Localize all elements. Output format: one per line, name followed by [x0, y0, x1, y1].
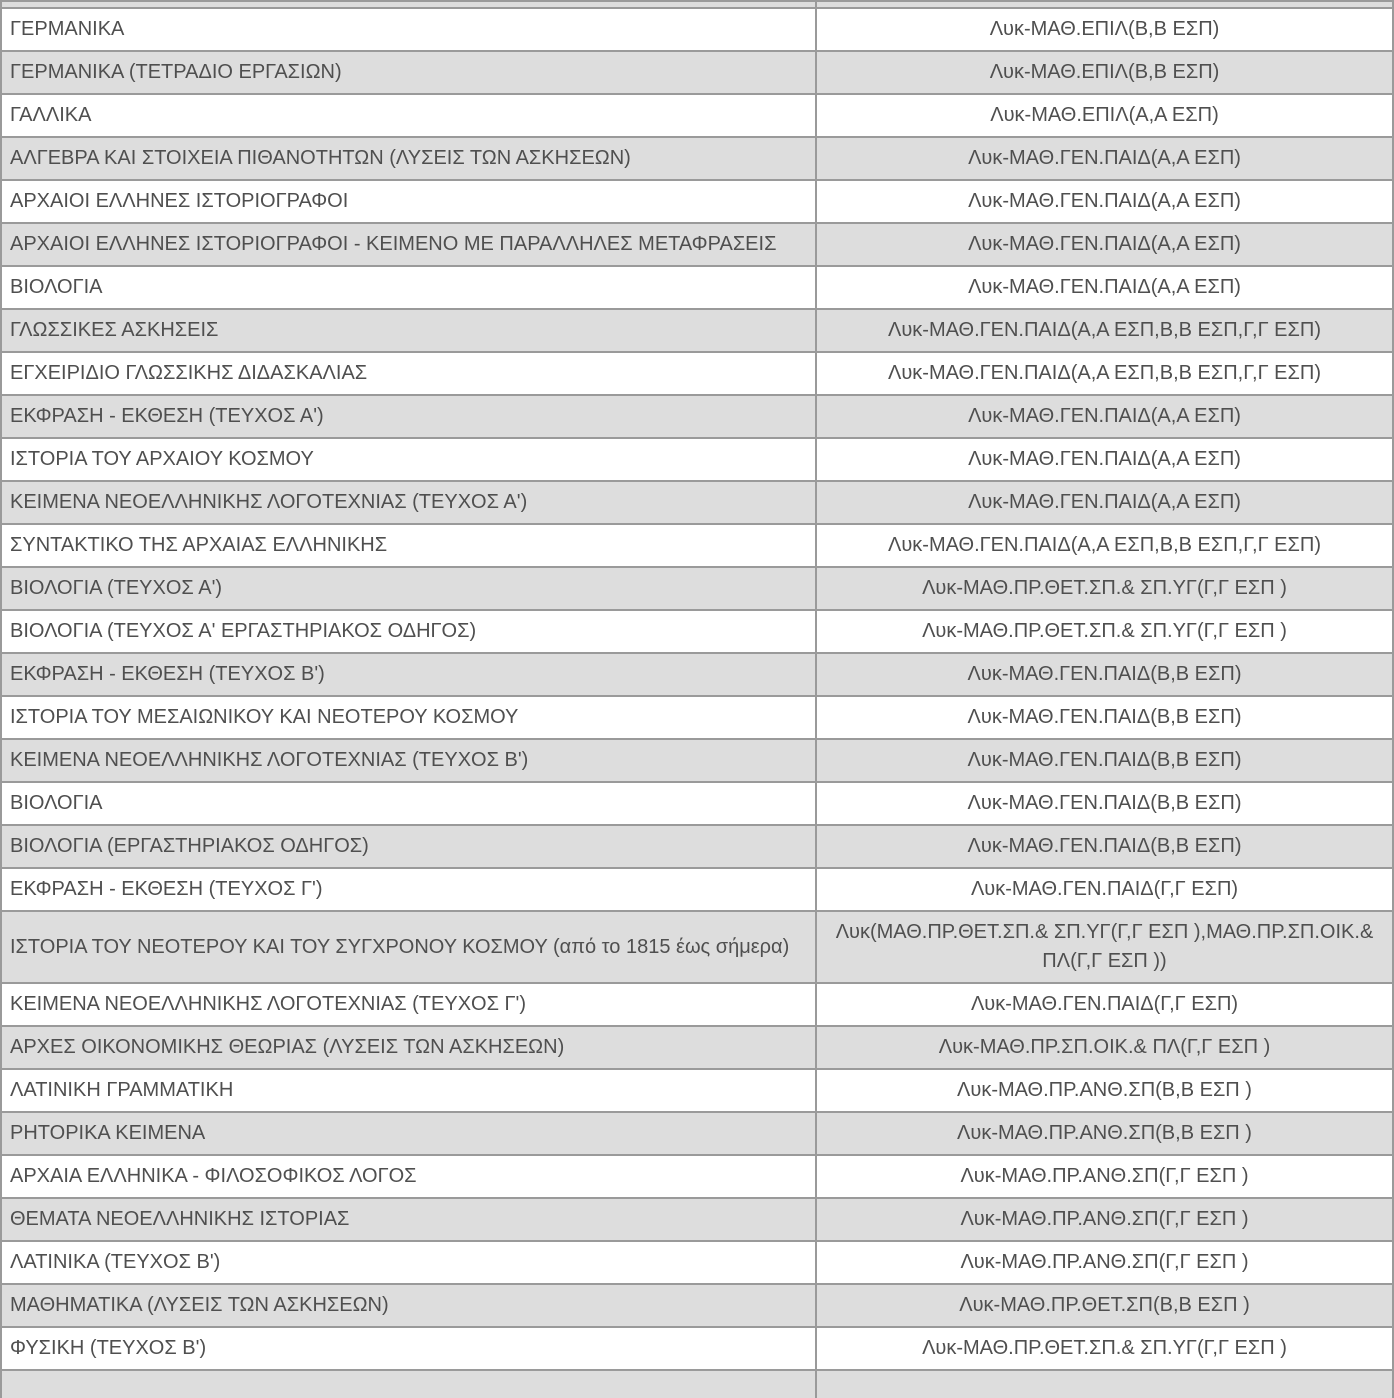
book-title-cell: ΑΡΧΑΙΟΙ ΕΛΛΗΝΕΣ ΙΣΤΟΡΙΟΓΡΑΦΟΙ - ΚΕΙΜΕΝΟ ΜΕ ΠΑΡΑΛΛΗΛΕΣ ΜΕΤΑΦΡΑΣΕΙΣ	[1, 223, 816, 266]
table-row	[1, 1069, 1394, 1112]
book-category-cell: Λυκ-ΜΑΘ.ΠΡ.ΑΝΘ.ΣΠ(Γ,Γ ΕΣΠ )	[816, 1198, 1393, 1241]
book-category-cell: Λυκ-ΜΑΘ.ΓΕΝ.ΠΑΙΔ(Α,Α ΕΣΠ)	[816, 180, 1393, 223]
book-category-cell: Λυκ-ΜΑΘ.ΓΕΝ.ΠΑΙΔ(Γ,Γ ΕΣΠ)	[816, 983, 1393, 1026]
book-title-cell: ΓΕΡΜΑΝΙΚΑ	[1, 8, 816, 51]
book-category-cell: Λυκ-ΜΑΘ.ΓΕΝ.ΠΑΙΔ(Α,Α ΕΣΠ,Β,Β ΕΣΠ,Γ,Γ ΕΣΠ)	[816, 352, 1393, 395]
table-row	[1, 180, 1394, 223]
table-row	[1, 309, 1394, 352]
book-title-cell: ΓΛΩΣΣΙΚΕΣ ΑΣΚΗΣΕΙΣ	[1, 309, 816, 352]
table-row	[1, 1026, 1394, 1069]
table-row	[1, 782, 1394, 825]
table-row	[1, 1198, 1394, 1241]
book-category-cell: Λυκ-ΜΑΘ.ΓΕΝ.ΠΑΙΔ(Β,Β ΕΣΠ)	[816, 653, 1393, 696]
book-category-cell: Λυκ-ΜΑΘ.ΕΠΙΛ(Β,Β ΕΣΠ)	[816, 51, 1393, 94]
book-title-cell: ΒΙΟΛΟΓΙΑ	[1, 782, 816, 825]
table-row	[1, 567, 1394, 610]
book-title-cell: ΛΑΤΙΝΙΚΗ ΓΡΑΜΜΑΤΙΚΗ	[1, 1069, 816, 1112]
book-title-cell: ΒΙΟΛΟΓΙΑ (ΕΡΓΑΣΤΗΡΙΑΚΟΣ ΟΔΗΓΟΣ)	[1, 825, 816, 868]
table-row	[1, 911, 1394, 983]
book-category-cell: Λυκ-ΜΑΘ.ΓΕΝ.ΠΑΙΔ(Α,Α ΕΣΠ)	[816, 481, 1393, 524]
book-title-cell: ΚΕΙΜΕΝΑ ΝΕΟΕΛΛΗΝΙΚΗΣ ΛΟΓΟΤΕΧΝΙΑΣ (ΤΕΥΧΟΣ Γ')	[1, 983, 816, 1026]
book-title-cell: ΜΑΘΗΜΑΤΙΚΑ (ΛΥΣΕΙΣ ΤΩΝ ΑΣΚΗΣΕΩΝ)	[1, 1284, 816, 1327]
book-category-cell: Λυκ-ΜΑΘ.ΠΡ.ΑΝΘ.ΣΠ(Β,Β ΕΣΠ )	[816, 1069, 1393, 1112]
table-row	[1, 1284, 1394, 1327]
book-title-cell: ΡΗΤΟΡΙΚΑ ΚΕΙΜΕΝΑ	[1, 1112, 816, 1155]
book-title-cell: ΛΑΤΙΝΙΚΑ (ΤΕΥΧΟΣ Β')	[1, 1241, 816, 1284]
table-row	[1, 352, 1394, 395]
book-title-cell: ΕΓΧΕΙΡΙΔΙΟ ΓΛΩΣΣΙΚΗΣ ΔΙΔΑΣΚΑΛΙΑΣ	[1, 352, 816, 395]
book-title-cell: ΓΕΡΜΑΝΙΚΑ (ΤΕΤΡΑΔΙΟ ΕΡΓΑΣΙΩΝ)	[1, 51, 816, 94]
table-row	[1, 481, 1394, 524]
table-row	[1, 1327, 1394, 1370]
book-title-cell: ΒΙΟΛΟΓΙΑ (ΤΕΥΧΟΣ Α')	[1, 567, 816, 610]
book-category-cell: Λυκ-ΜΑΘ.ΠΡ.ΘΕΤ.ΣΠ(Β,Β ΕΣΠ )	[816, 1284, 1393, 1327]
table-row	[1, 610, 1394, 653]
table-row	[1, 137, 1394, 180]
table-row	[1, 438, 1394, 481]
book-category-cell: Λυκ-ΜΑΘ.ΓΕΝ.ΠΑΙΔ(Γ,Γ ΕΣΠ)	[816, 868, 1393, 911]
book-category-cell: Λυκ-ΜΑΘ.ΠΡ.ΑΝΘ.ΣΠ(Γ,Γ ΕΣΠ )	[816, 1241, 1393, 1284]
table-row	[1, 696, 1394, 739]
book-category-cell: Λυκ-ΜΑΘ.ΕΠΙΛ(Α,Α ΕΣΠ)	[816, 94, 1393, 137]
table-row	[1, 825, 1394, 868]
book-category-cell: Λυκ-ΜΑΘ.ΓΕΝ.ΠΑΙΔ(Β,Β ΕΣΠ)	[816, 739, 1393, 782]
book-title-cell: ΚΕΙΜΕΝΑ ΝΕΟΕΛΛΗΝΙΚΗΣ ΛΟΓΟΤΕΧΝΙΑΣ (ΤΕΥΧΟΣ Β')	[1, 739, 816, 782]
book-category-cell: Λυκ-ΜΑΘ.ΓΕΝ.ΠΑΙΔ(Β,Β ΕΣΠ)	[816, 782, 1393, 825]
table-row	[1, 51, 1394, 94]
book-category-cell: Λυκ-ΜΑΘ.ΓΕΝ.ΠΑΙΔ(Α,Α ΕΣΠ)	[816, 395, 1393, 438]
book-category-cell: Λυκ-ΜΑΘ.ΠΡ.ΘΕΤ.ΣΠ.& ΣΠ.ΥΓ(Γ,Γ ΕΣΠ )	[816, 567, 1393, 610]
book-title-cell: ΓΑΛΛΙΚΑ	[1, 94, 816, 137]
book-category-cell: Λυκ-ΜΑΘ.ΠΡ.ΣΠ.ΟΙΚ.& ΠΛ(Γ,Γ ΕΣΠ )	[816, 1026, 1393, 1069]
table-row	[1, 739, 1394, 782]
book-category-cell: Λυκ-ΜΑΘ.ΓΕΝ.ΠΑΙΔ(Α,Α ΕΣΠ,Β,Β ΕΣΠ,Γ,Γ ΕΣΠ)	[816, 309, 1393, 352]
book-title-cell: ΑΡΧΑΙΑ ΕΛΛΗΝΙΚΑ - ΦΙΛΟΣΟΦΙΚΟΣ ΛΟΓΟΣ	[1, 1155, 816, 1198]
book-category-cell: Λυκ-ΜΑΘ.ΓΕΝ.ΠΑΙΔ(Α,Α ΕΣΠ)	[816, 223, 1393, 266]
book-category-cell: Λυκ-ΜΑΘ.ΓΕΝ.ΠΑΙΔ(Α,Α ΕΣΠ,Β,Β ΕΣΠ,Γ,Γ ΕΣΠ)	[816, 524, 1393, 567]
book-category-cell: Λυκ-ΜΑΘ.ΠΡ.ΑΝΘ.ΣΠ(Β,Β ΕΣΠ )	[816, 1112, 1393, 1155]
book-title-cell: ΦΥΣΙΚΗ (ΤΕΥΧΟΣ Β')	[1, 1327, 816, 1370]
table-row	[1, 94, 1394, 137]
table-row	[1, 1241, 1394, 1284]
clipped-cell	[816, 1370, 1393, 1398]
book-category-cell: Λυκ-ΜΑΘ.ΠΡ.ΑΝΘ.ΣΠ(Γ,Γ ΕΣΠ )	[816, 1155, 1393, 1198]
clipped-cell	[1, 1, 816, 8]
table-row	[1, 524, 1394, 567]
book-title-cell: ΑΡΧΑΙΟΙ ΕΛΛΗΝΕΣ ΙΣΤΟΡΙΟΓΡΑΦΟΙ	[1, 180, 816, 223]
book-title-cell: ΕΚΦΡΑΣΗ - ΕΚΘΕΣΗ (ΤΕΥΧΟΣ Β')	[1, 653, 816, 696]
table-row	[1, 653, 1394, 696]
book-category-cell: Λυκ-ΜΑΘ.ΕΠΙΛ(Β,Β ΕΣΠ)	[816, 8, 1393, 51]
book-category-cell: Λυκ-ΜΑΘ.ΠΡ.ΘΕΤ.ΣΠ.& ΣΠ.ΥΓ(Γ,Γ ΕΣΠ )	[816, 610, 1393, 653]
clipped-cell	[1, 1370, 816, 1398]
book-title-cell: ΑΛΓΕΒΡΑ ΚΑΙ ΣΤΟΙΧΕΙΑ ΠΙΘΑΝΟΤΗΤΩΝ (ΛΥΣΕΙΣ ΤΩΝ ΑΣΚΗΣΕΩΝ)	[1, 137, 816, 180]
clipped-row-bottom	[1, 1370, 1394, 1398]
book-category-cell: Λυκ-ΜΑΘ.ΓΕΝ.ΠΑΙΔ(Α,Α ΕΣΠ)	[816, 438, 1393, 481]
clipped-row-top	[1, 1, 1394, 8]
book-title-cell: ΒΙΟΛΟΓΙΑ	[1, 266, 816, 309]
table-row	[1, 8, 1394, 51]
table-row	[1, 1155, 1394, 1198]
book-title-cell: ΑΡΧΕΣ ΟΙΚΟΝΟΜΙΚΗΣ ΘΕΩΡΙΑΣ (ΛΥΣΕΙΣ ΤΩΝ ΑΣΚΗΣΕΩΝ)	[1, 1026, 816, 1069]
book-title-cell: ΒΙΟΛΟΓΙΑ (ΤΕΥΧΟΣ Α' ΕΡΓΑΣΤΗΡΙΑΚΟΣ ΟΔΗΓΟΣ)	[1, 610, 816, 653]
book-category-cell: Λυκ-ΜΑΘ.ΓΕΝ.ΠΑΙΔ(Α,Α ΕΣΠ)	[816, 137, 1393, 180]
table-row	[1, 395, 1394, 438]
table-row	[1, 223, 1394, 266]
book-title-cell: ΙΣΤΟΡΙΑ ΤΟΥ ΜΕΣΑΙΩΝΙΚΟΥ ΚΑΙ ΝΕΟΤΕΡΟΥ ΚΟΣΜΟΥ	[1, 696, 816, 739]
book-title-cell: ΚΕΙΜΕΝΑ ΝΕΟΕΛΛΗΝΙΚΗΣ ΛΟΓΟΤΕΧΝΙΑΣ (ΤΕΥΧΟΣ Α')	[1, 481, 816, 524]
book-title-cell: ΕΚΦΡΑΣΗ - ΕΚΘΕΣΗ (ΤΕΥΧΟΣ Α')	[1, 395, 816, 438]
book-title-cell: ΙΣΤΟΡΙΑ ΤΟΥ ΝΕΟΤΕΡΟΥ ΚΑΙ ΤΟΥ ΣΥΓΧΡΟΝΟΥ ΚΟΣΜΟΥ (από το 1815 έως σήμερα)	[1, 911, 816, 983]
clipped-cell	[816, 1, 1393, 8]
table-row	[1, 868, 1394, 911]
book-category-cell: Λυκ-ΜΑΘ.ΓΕΝ.ΠΑΙΔ(Β,Β ΕΣΠ)	[816, 696, 1393, 739]
book-title-cell: ΕΚΦΡΑΣΗ - ΕΚΘΕΣΗ (ΤΕΥΧΟΣ Γ')	[1, 868, 816, 911]
book-category-cell: Λυκ-ΜΑΘ.ΓΕΝ.ΠΑΙΔ(Α,Α ΕΣΠ)	[816, 266, 1393, 309]
table-row	[1, 266, 1394, 309]
book-title-cell: ΘΕΜΑΤΑ ΝΕΟΕΛΛΗΝΙΚΗΣ ΙΣΤΟΡΙΑΣ	[1, 1198, 816, 1241]
book-title-cell: ΙΣΤΟΡΙΑ ΤΟΥ ΑΡΧΑΙΟΥ ΚΟΣΜΟΥ	[1, 438, 816, 481]
book-category-cell: Λυκ(ΜΑΘ.ΠΡ.ΘΕΤ.ΣΠ.& ΣΠ.ΥΓ(Γ,Γ ΕΣΠ ),ΜΑΘ.ΠΡ.ΣΠ.ΟΙΚ.& ΠΛ(Γ,Γ ΕΣΠ ))	[816, 911, 1393, 983]
table-row	[1, 983, 1394, 1026]
book-category-cell: Λυκ-ΜΑΘ.ΓΕΝ.ΠΑΙΔ(Β,Β ΕΣΠ)	[816, 825, 1393, 868]
table-body	[1, 1, 1394, 1398]
table-row	[1, 1112, 1394, 1155]
book-title-cell: ΣΥΝΤΑΚΤΙΚΟ ΤΗΣ ΑΡΧΑΙΑΣ ΕΛΛΗΝΙΚΗΣ	[1, 524, 816, 567]
book-category-cell: Λυκ-ΜΑΘ.ΠΡ.ΘΕΤ.ΣΠ.& ΣΠ.ΥΓ(Γ,Γ ΕΣΠ )	[816, 1327, 1393, 1370]
